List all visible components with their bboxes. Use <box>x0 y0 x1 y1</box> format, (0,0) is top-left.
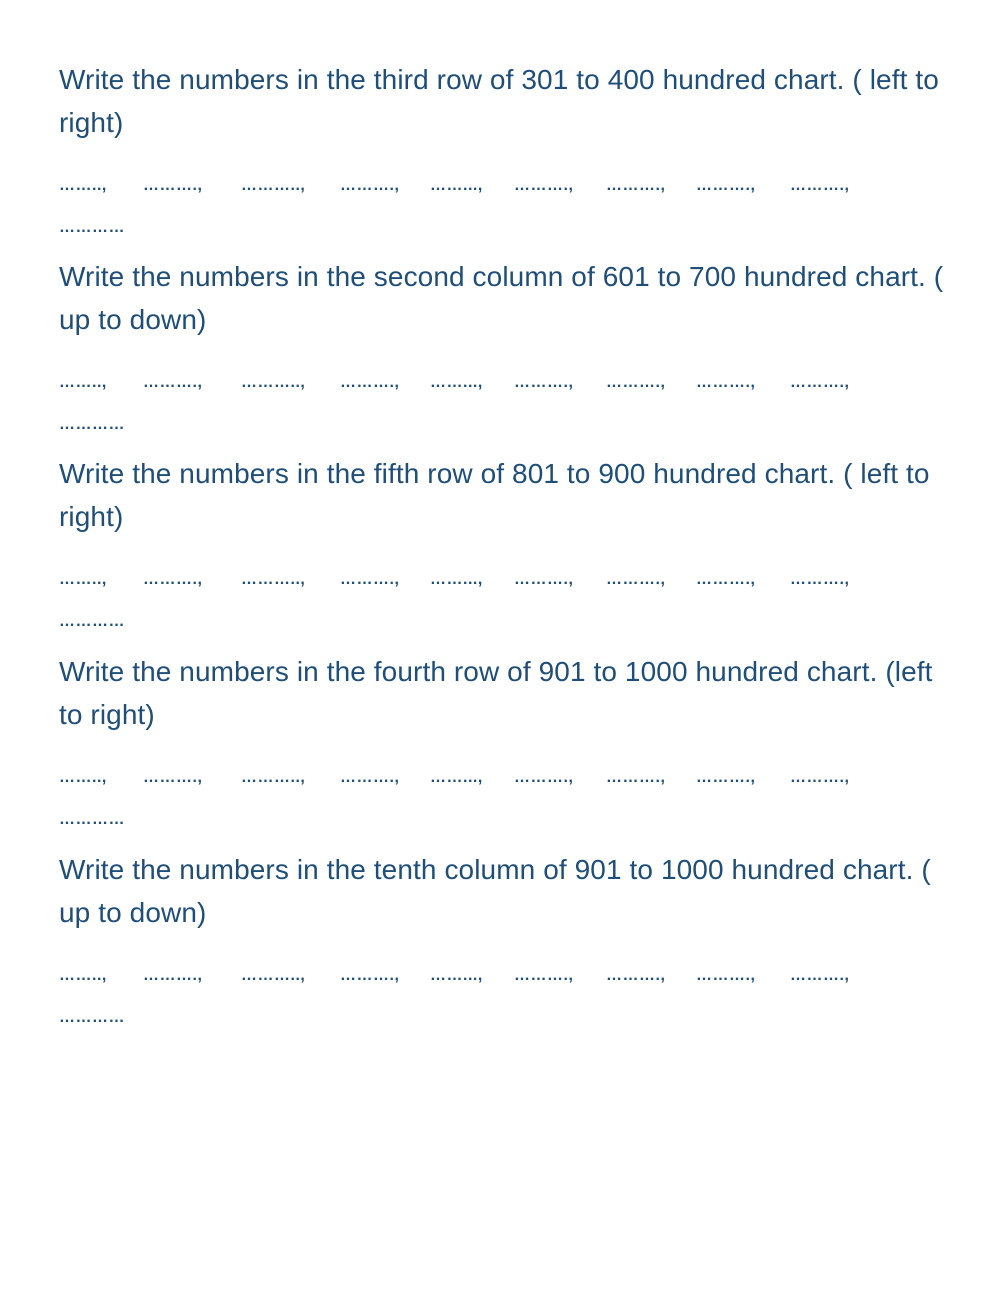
answer-blank[interactable]: ……….., <box>241 769 306 786</box>
answer-blank[interactable]: ………., <box>143 571 203 588</box>
answer-blank[interactable]: ………., <box>340 967 400 984</box>
answer-blank[interactable]: ………., <box>790 177 850 194</box>
answer-blank[interactable]: ………., <box>514 967 574 984</box>
answer-blanks-row <box>59 962 949 990</box>
answer-blank[interactable]: ………., <box>606 374 666 391</box>
answer-blank[interactable]: ………., <box>514 177 574 194</box>
question-1 <box>59 58 949 242</box>
answer-blank[interactable]: ………., <box>606 177 666 194</box>
answer-blank[interactable]: …….., <box>59 177 107 194</box>
answer-blank[interactable]: …….., <box>59 374 107 391</box>
answer-blank-last[interactable]: ………… <box>59 1009 125 1026</box>
answer-blank-last[interactable]: ………… <box>59 416 125 433</box>
answer-blank[interactable]: ……….., <box>241 374 306 391</box>
answer-blank[interactable]: ………., <box>143 374 203 391</box>
question-5 <box>59 848 949 1032</box>
answer-blank-last[interactable]: ………… <box>59 811 125 828</box>
question-prompt: Write the numbers in the third row of 301 to 400 hundred chart. ( left to right) <box>59 64 939 138</box>
answer-blank[interactable]: ………., <box>790 967 850 984</box>
answer-blank[interactable]: ……..., <box>430 967 483 984</box>
answer-blank[interactable]: ………., <box>790 769 850 786</box>
answer-blank[interactable]: ……..., <box>430 571 483 588</box>
question-2 <box>59 255 949 439</box>
answer-blank[interactable]: ……..., <box>430 374 483 391</box>
answer-blank[interactable]: ………., <box>143 967 203 984</box>
question-prompt: Write the numbers in the fourth row of 901 to 1000 hundred chart. (left to right) <box>59 656 933 730</box>
answer-blank[interactable]: ………., <box>696 374 756 391</box>
answer-blank[interactable]: ……..., <box>430 177 483 194</box>
answer-blank[interactable]: ………., <box>340 374 400 391</box>
answer-blank[interactable]: ………., <box>606 571 666 588</box>
answer-blank[interactable]: ………., <box>143 177 203 194</box>
answer-blank[interactable]: ………., <box>606 769 666 786</box>
answer-blanks-row <box>59 764 949 792</box>
answer-blank[interactable]: …….., <box>59 967 107 984</box>
answer-blank[interactable]: ……….., <box>241 177 306 194</box>
answer-blank[interactable]: …….., <box>59 571 107 588</box>
answer-blank[interactable]: ………., <box>696 571 756 588</box>
answer-blank[interactable]: ………., <box>696 177 756 194</box>
answer-blank[interactable]: ………., <box>790 374 850 391</box>
answer-blank[interactable]: ………., <box>514 571 574 588</box>
question-prompt: Write the numbers in the tenth column of 901 to 1000 hundred chart. ( up to down) <box>59 854 931 928</box>
answer-blank-last[interactable]: ………… <box>59 219 125 236</box>
answer-blank[interactable]: ………., <box>514 374 574 391</box>
answer-blank[interactable]: ………., <box>143 769 203 786</box>
answer-blanks-row <box>59 172 949 200</box>
answer-blank[interactable]: …….., <box>59 769 107 786</box>
answer-blank[interactable]: ………., <box>696 769 756 786</box>
question-prompt: Write the numbers in the fifth row of 801 to 900 hundred chart. ( left to right) <box>59 458 930 532</box>
answer-blank[interactable]: ………., <box>606 967 666 984</box>
answer-blanks-row <box>59 369 949 397</box>
answer-blank[interactable]: ……….., <box>241 571 306 588</box>
answer-blank[interactable]: ………., <box>696 967 756 984</box>
answer-blank[interactable]: ………., <box>790 571 850 588</box>
question-3 <box>59 452 949 636</box>
answer-blank[interactable]: ………., <box>340 571 400 588</box>
answer-blank[interactable]: ……….., <box>241 967 306 984</box>
question-prompt: Write the numbers in the second column of 601 to 700 hundred chart. ( up to down) <box>59 261 944 335</box>
answer-blank[interactable]: ……..., <box>430 769 483 786</box>
answer-blank[interactable]: ………., <box>340 177 400 194</box>
answer-blank[interactable]: ………., <box>340 769 400 786</box>
answer-blanks-row <box>59 566 949 594</box>
answer-blank-last[interactable]: ………… <box>59 613 125 630</box>
question-4 <box>59 650 949 834</box>
answer-blank[interactable]: ………., <box>514 769 574 786</box>
